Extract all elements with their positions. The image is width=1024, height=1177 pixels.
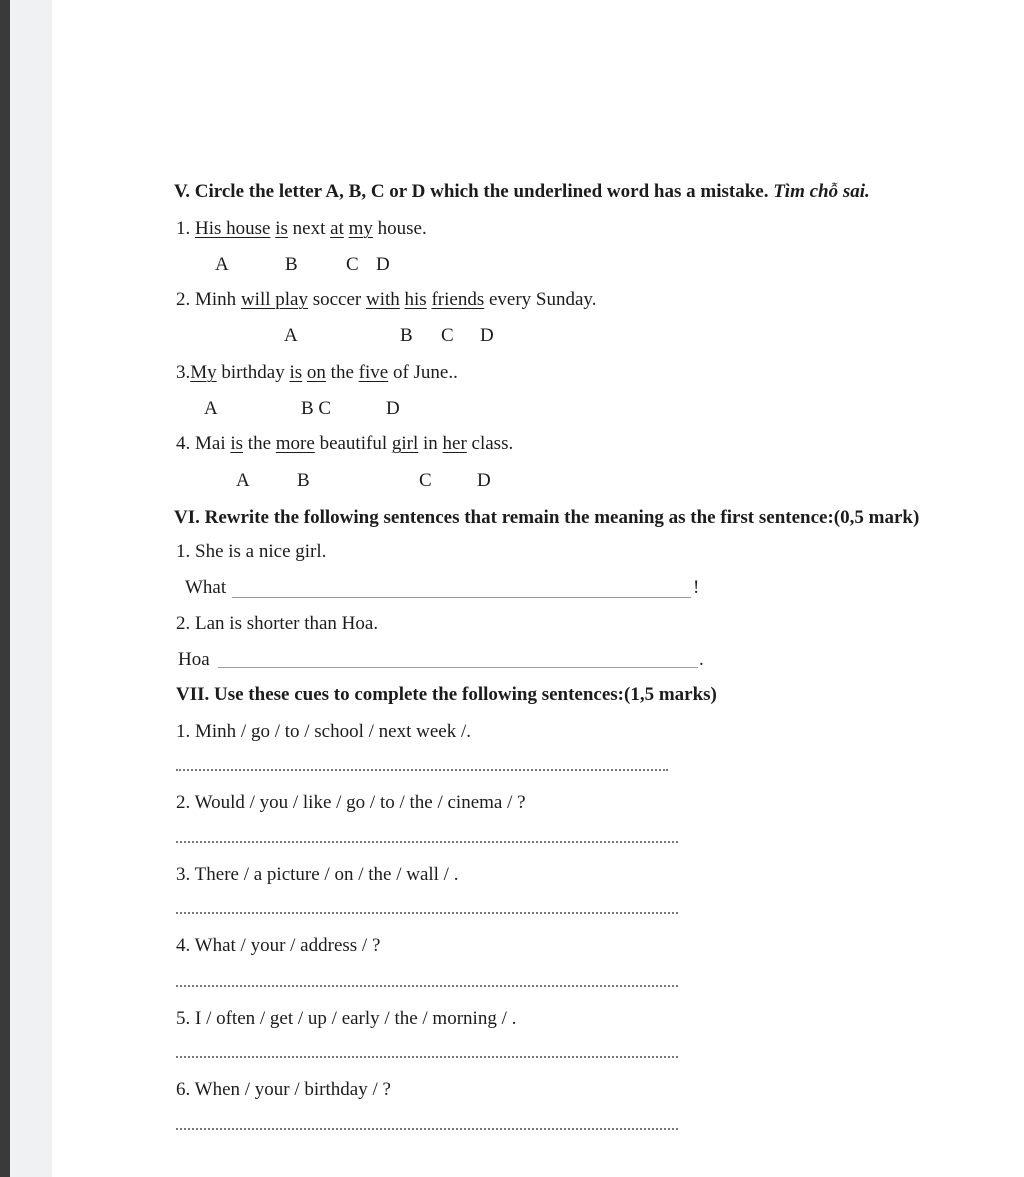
q3-word-end: of June..: [392, 362, 458, 383]
rewrite-1-start: What: [185, 577, 227, 598]
q2-option-b[interactable]: B: [400, 325, 413, 346]
q4-option-c[interactable]: C: [419, 470, 432, 491]
q1-underlined-b: is: [275, 218, 288, 239]
cue-1-answer-line[interactable]: [176, 769, 668, 771]
cue-5: 5. I / often / get / up / early / the / morning / .: [176, 1008, 517, 1029]
rewrite-1-answer-line[interactable]: [232, 597, 691, 598]
q1-underlined-d: my: [348, 218, 373, 239]
q3-word: birthday: [221, 362, 285, 383]
q1-option-b[interactable]: B: [285, 254, 298, 275]
q2-word: soccer: [312, 289, 362, 310]
q1-underlined-c: at: [330, 218, 344, 239]
section-5-heading: [174, 182, 870, 201]
q3-option-d[interactable]: D: [386, 398, 400, 419]
worksheet-page: [52, 0, 1024, 1177]
q3-underlined-c: on: [306, 362, 326, 383]
q1-option-a[interactable]: A: [215, 254, 229, 275]
q4-word-end: class.: [471, 433, 514, 454]
q4-underlined-d: her: [442, 433, 467, 454]
q4-underlined-b: more: [275, 433, 315, 454]
q2-underlined-a: will play: [240, 289, 308, 310]
section-6-heading: VI. Rewrite the following sentences that remain the meaning as the first sentence:(0,5 mark): [174, 507, 920, 528]
cue-4: 4. What / your / address / ?: [176, 935, 381, 956]
q4-num: 4.: [176, 433, 191, 454]
q2-underlined-c: his: [404, 289, 427, 310]
q4-option-d[interactable]: D: [477, 470, 491, 491]
q3-option-bc[interactable]: B C: [301, 398, 332, 419]
q2-option-d[interactable]: D: [480, 325, 494, 346]
q2-option-a[interactable]: A: [284, 325, 298, 346]
rewrite-2-end: .: [699, 649, 704, 670]
question-3: [176, 363, 458, 382]
q2-word: Minh: [195, 289, 237, 310]
q4-word: the: [247, 433, 272, 454]
q4-option-b[interactable]: B: [297, 470, 310, 491]
q4-word: Mai: [195, 433, 226, 454]
cue-3-answer-line[interactable]: [176, 912, 678, 914]
question-4: [176, 434, 513, 453]
q3-underlined-b: is: [289, 362, 303, 383]
rewrite-2-answer-line[interactable]: [218, 667, 698, 668]
q2-option-c[interactable]: C: [441, 325, 454, 346]
q3-underlined-d: five: [358, 362, 389, 383]
rewrite-2-start: Hoa: [178, 649, 210, 670]
q1-num: 1.: [176, 218, 191, 239]
rewrite-sentence-2: 2. Lan is shorter than Hoa.: [176, 613, 379, 634]
cue-2-answer-line[interactable]: [176, 841, 678, 843]
q3-num: 3.: [176, 362, 191, 383]
q4-word: beautiful: [319, 433, 388, 454]
q1-word: next: [292, 218, 326, 239]
question-2: [176, 290, 596, 309]
q4-underlined-a: is: [230, 433, 244, 454]
q2-underlined-d: friends: [431, 289, 485, 310]
q3-word: the: [330, 362, 354, 383]
q1-option-d[interactable]: D: [376, 254, 390, 275]
q3-option-a[interactable]: A: [204, 398, 218, 419]
cue-4-answer-line[interactable]: [176, 985, 678, 987]
rewrite-1-end: !: [693, 577, 700, 598]
q2-num: 2.: [176, 289, 191, 310]
cue-1: 1. Minh / go / to / school / next week /.: [176, 721, 472, 742]
q2-word-end: every Sunday.: [488, 289, 597, 310]
section-5-title: V. Circle the letter A, B, C or D which the underlined word has a mistake.: [174, 181, 769, 202]
question-1: [176, 219, 427, 238]
section-5-hint: Tìm chỗ sai.: [773, 181, 870, 202]
section-7-heading: VII. Use these cues to complete the following sentences:(1,5 marks): [176, 684, 717, 705]
viewer-edge: [0, 0, 10, 1177]
cue-3: 3. There / a picture / on / the / wall / .: [176, 864, 459, 885]
q4-word: in: [422, 433, 438, 454]
rewrite-sentence-1: 1. She is a nice girl.: [176, 541, 327, 562]
q3-underlined-a: My: [190, 362, 217, 383]
cue-6: 6. When / your / birthday / ?: [176, 1079, 391, 1100]
cue-6-answer-line[interactable]: [176, 1128, 678, 1130]
cue-2: 2. Would / you / like / go / to / the / cinema / ?: [176, 792, 526, 813]
q1-word-end: house.: [377, 218, 427, 239]
q2-underlined-b: with: [366, 289, 400, 310]
q1-underlined-a: His house: [195, 218, 271, 239]
viewer-margin: [10, 0, 52, 1177]
q4-underlined-c: girl: [391, 433, 419, 454]
q4-option-a[interactable]: A: [236, 470, 250, 491]
cue-5-answer-line[interactable]: [176, 1056, 678, 1058]
q1-option-c[interactable]: C: [346, 254, 359, 275]
